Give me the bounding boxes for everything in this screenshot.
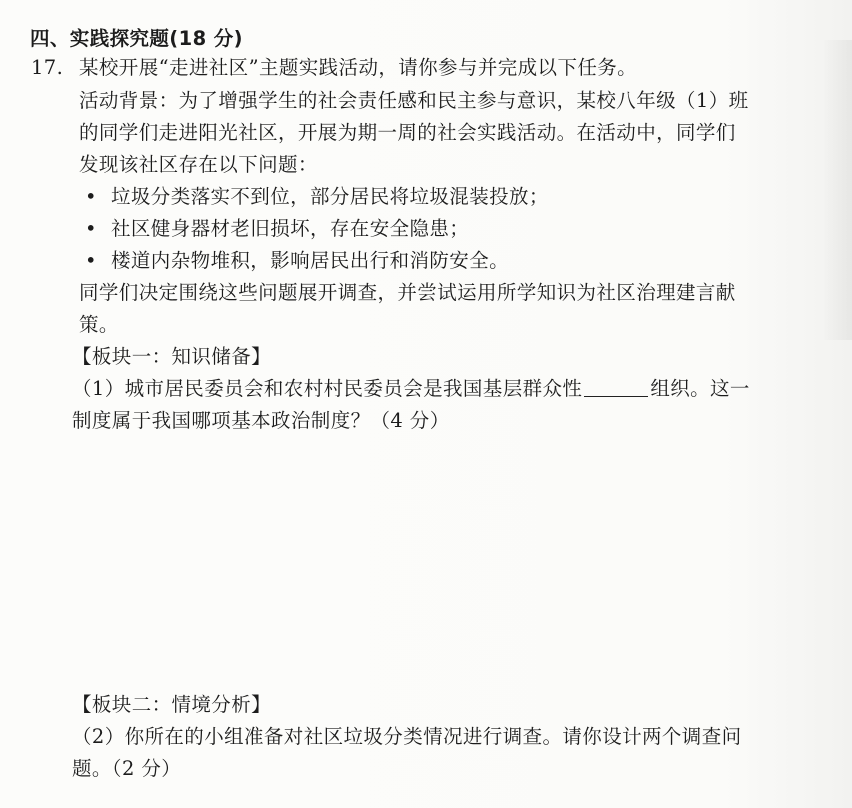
question-1-line-1 <box>72 374 750 404</box>
background-line-2: 的同学们走进阳光社区，开展为期一周的社会实践活动。在活动中，同学们 <box>79 121 736 144</box>
question-2-line-1: （2）你所在的小组准备对社区垃圾分类情况进行调查。请你设计两个调查问 <box>72 725 742 748</box>
question-1-text-after-blank: 组织。这一 <box>650 377 750 400</box>
page-edge-shadow <box>822 40 852 340</box>
conclusion-line-1: 同学们决定围绕这些问题展开调查，并尝试运用所学知识为社区治理建言献 <box>79 281 736 304</box>
background-line-3: 发现该社区存在以下问题： <box>79 153 318 176</box>
block1-title: 【板块一：知识储备】 <box>72 345 272 368</box>
answer-blank[interactable] <box>584 378 648 397</box>
section-title: 四、实践探究题(18 分) <box>30 27 243 50</box>
bullet-icon: • <box>85 217 97 240</box>
issue-item-3 <box>85 246 509 276</box>
issue-item-2 <box>85 214 469 244</box>
background-line-1: 活动背景：为了增强学生的社会责任感和民主参与意识，某校八年级（1）班 <box>79 89 749 112</box>
issue-item-1 <box>85 182 549 212</box>
issue-text: 垃圾分类落实不到位，部分居民将垃圾混装投放； <box>111 185 549 208</box>
question-1-line-2: 制度属于我国哪项基本政治制度？（4 分） <box>72 409 450 432</box>
block2-title: 【板块二：情境分析】 <box>72 693 272 716</box>
issue-text: 楼道内杂物堆积，影响居民出行和消防安全。 <box>111 249 510 272</box>
bullet-icon: • <box>85 249 97 272</box>
question-prompt-text: 某校开展“走进社区”主题实践活动，请你参与并完成以下任务。 <box>79 56 638 79</box>
question-1-text-before-blank: （1）城市居民委员会和农村村民委员会是我国基层群众性 <box>72 377 583 400</box>
bullet-icon: • <box>85 185 97 208</box>
conclusion-line-2: 策。 <box>79 313 119 336</box>
issue-text: 社区健身器材老旧损坏，存在安全隐患； <box>111 217 470 240</box>
question-number: 17. <box>31 56 64 79</box>
question-17-prompt <box>31 53 637 83</box>
question-2-line-2: 题。（2 分） <box>72 757 182 780</box>
